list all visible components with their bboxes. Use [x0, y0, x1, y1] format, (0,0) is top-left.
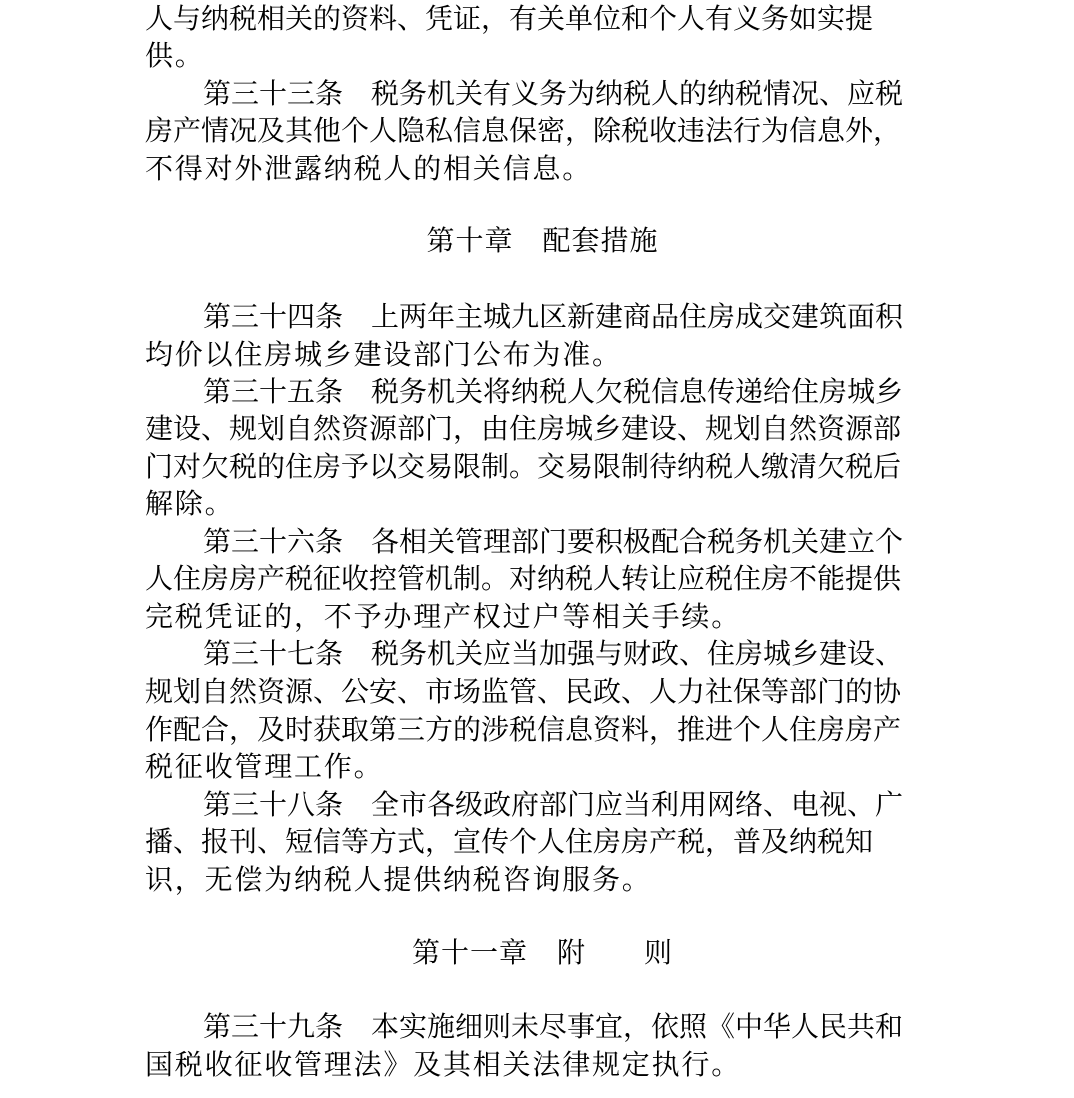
article-38-line: 第三十八条 全市各级政府部门应当利用网络、电视、广 — [203, 788, 904, 821]
article-39-line: 第三十九条 本实施细则未尽事宜，依照《中华人民共和 — [203, 1010, 904, 1043]
text-line: 完税凭证的，不予办理产权过户等相关手续。 — [145, 600, 742, 633]
chapter-10-heading: 第十章 配套措施 — [426, 224, 659, 257]
article-35-line: 第三十五条 税务机关将纳税人欠税信息传递给住房城乡 — [203, 375, 904, 408]
article-37-line: 第三十七条 税务机关应当加强与财政、住房城乡建设、 — [203, 637, 904, 670]
text-line: 人住房房产税征收控管机制。对纳税人转让应税住房不能提供 — [145, 562, 902, 595]
text-line: 规划自然资源、公安、市场监管、民政、人力社保等部门的协 — [145, 675, 902, 708]
article-33-line: 第三十三条 税务机关有义务为纳税人的纳税情况、应税 — [203, 77, 904, 110]
text-line: 房产情况及其他个人隐私信息保密，除税收违法行为信息外， — [145, 114, 902, 147]
text-line: 门对欠税的住房予以交易限制。交易限制待纳税人缴清欠税后 — [145, 450, 902, 483]
text-line: 建设、规划自然资源部门，由住房城乡建设、规划自然资源部 — [145, 412, 902, 445]
text-line: 供。 — [145, 39, 205, 72]
text-line: 人与纳税相关的资料、凭证，有关单位和个人有义务如实提 — [145, 2, 874, 35]
text-line: 不得对外泄露纳税人的相关信息。 — [145, 152, 593, 185]
text-line: 税征收管理工作。 — [145, 750, 384, 783]
text-line: 均价以住房城乡建设部门公布为准。 — [145, 338, 622, 371]
text-line: 解除。 — [145, 487, 235, 520]
chapter-11-heading: 第十一章 附 则 — [411, 936, 673, 969]
text-line: 作配合，及时获取第三方的涉税信息资料，推进个人住房房产 — [145, 713, 902, 746]
text-line: 国税收征收管理法》及其相关法律规定执行。 — [145, 1048, 742, 1081]
text-line: 播、报刊、短信等方式，宣传个人住房房产税，普及纳税知 — [145, 825, 874, 858]
text-line: 识，无偿为纳税人提供纳税咨询服务。 — [145, 863, 652, 896]
article-36-line: 第三十六条 各相关管理部门要积极配合税务机关建立个 — [203, 525, 904, 558]
article-34-line: 第三十四条 上两年主城九区新建商品住房成交建筑面积 — [203, 300, 904, 333]
